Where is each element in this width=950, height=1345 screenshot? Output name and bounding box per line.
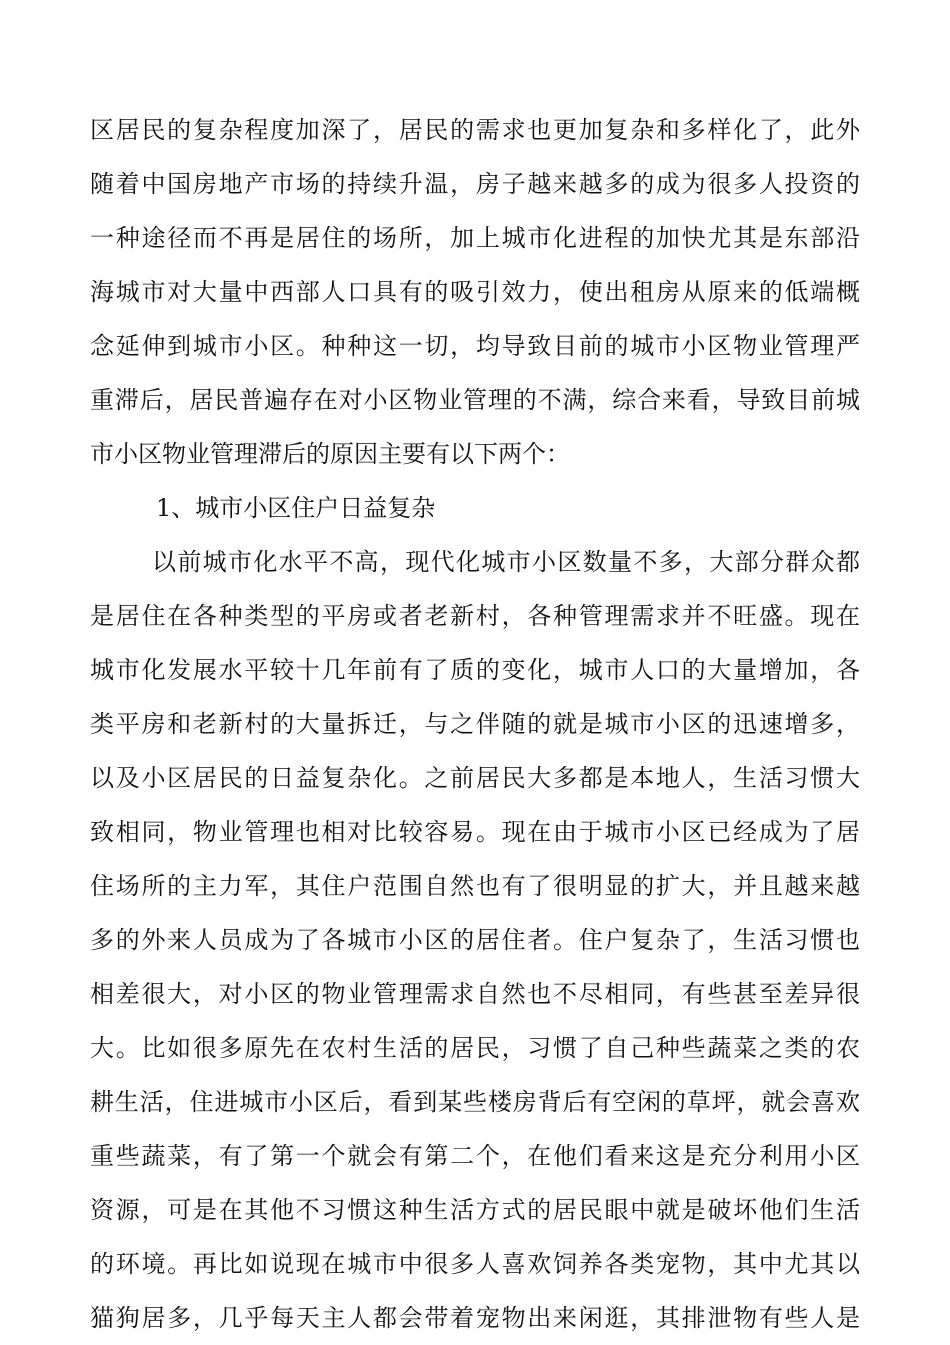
text-line: 致相同，物业管理也相对比较容易。现在由于城市小区已经成为了居 [90,818,860,846]
text-line: 多的外来人员成为了各城市小区的居住者。住户复杂了，生活习惯也 [90,926,860,954]
text-line: 念延伸到城市小区。种种这一切，均导致目前的城市小区物业管理严 [90,332,860,360]
text-line: 住场所的主力军，其住户范围自然也有了很明显的扩大，并且越来越 [90,872,860,900]
text-line: 猫狗居多，几乎每天主人都会带着宠物出来闲逛，其排泄物有些人是 [90,1304,860,1332]
section-heading: 1、城市小区住户日益复杂 [156,494,436,522]
text-line: 重滞后，居民普遍存在对小区物业管理的不满，综合来看，导致目前城 [90,386,860,414]
text-line: 资源，可是在其他不习惯这种生活方式的居民眼中就是破坏他们生活 [90,1196,860,1224]
text-line: 市小区物业管理滞后的原因主要有以下两个： [90,440,570,468]
text-line: 大。比如很多原先在农村生活的居民，习惯了自己种些蔬菜之类的农 [90,1034,860,1062]
text-line: 以及小区居民的日益复杂化。之前居民大多都是本地人，生活习惯大 [90,764,860,792]
text-line: 一种途径而不再是居住的场所，加上城市化进程的加快尤其是东部沿 [90,224,860,252]
paragraph-2 [90,535,860,1345]
text-line: 类平房和老新村的大量拆迁，与之伴随的就是城市小区的迅速增多， [90,710,860,738]
text-line: 耕生活，住进城市小区后，看到某些楼房背后有空闲的草坪，就会喜欢 [90,1088,860,1116]
paragraph-1 [90,103,860,481]
text-line: 是居住在各种类型的平房或者老新村，各种管理需求并不旺盛。现在 [90,602,860,630]
text-line: 区居民的复杂程度加深了，居民的需求也更加复杂和多样化了，此外 [90,116,860,144]
text-line: 城市化发展水平较十几年前有了质的变化，城市人口的大量增加，各 [90,656,860,684]
document-page [90,103,860,1345]
text-line: 随着中国房地产市场的持续升温，房子越来越多的成为很多人投资的 [90,170,860,198]
text-line: 的环境。再比如说现在城市中很多人喜欢饲养各类宠物，其中尤其以 [90,1250,860,1278]
text-line: 相差很大，对小区的物业管理需求自然也不尽相同，有些甚至差异很 [90,980,860,1008]
text-line: 重些蔬菜，有了第一个就会有第二个，在他们看来这是充分利用小区 [90,1142,860,1170]
text-line: 以前城市化水平不高，现代化城市小区数量不多，大部分群众都 [152,548,860,576]
text-line: 海城市对大量中西部人口具有的吸引效力，使出租房从原来的低端概 [90,278,860,306]
